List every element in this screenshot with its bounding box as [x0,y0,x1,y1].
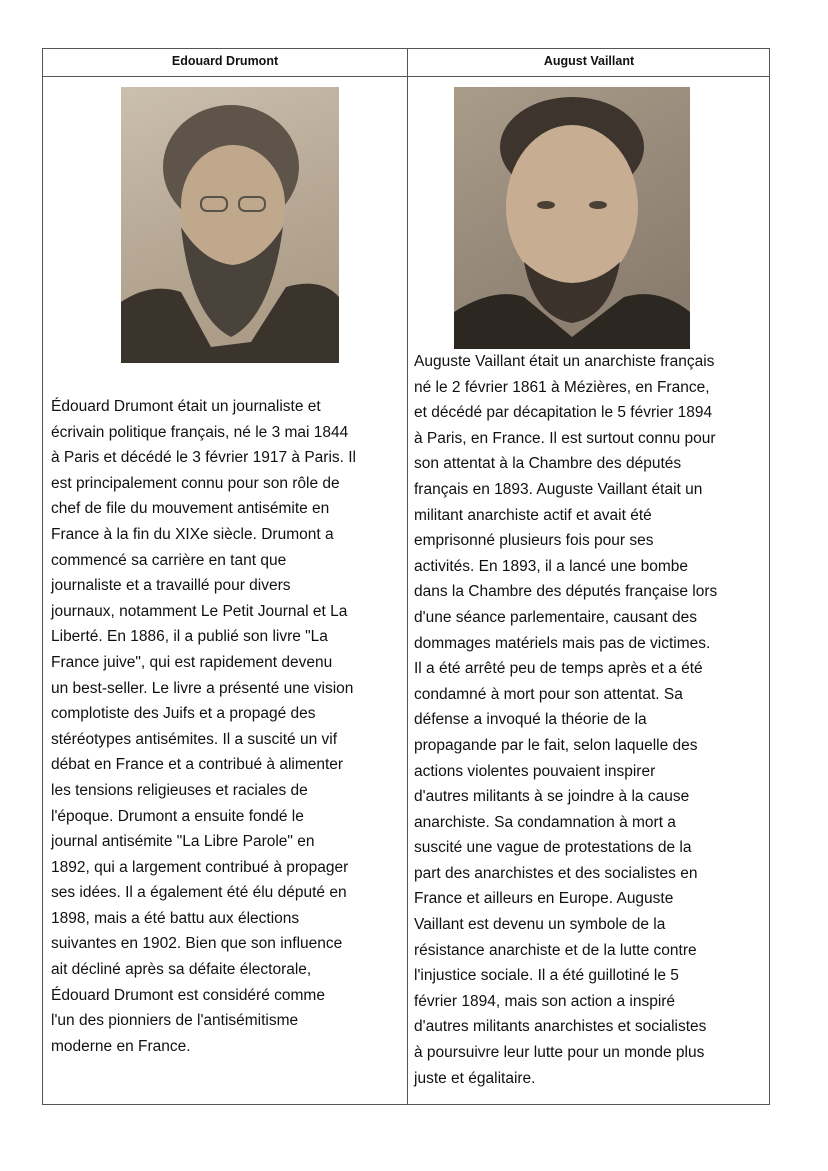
bio-line: actions violentes pouvaient inspirer [414,762,656,780]
bio-line: Édouard Drumont était un journaliste et [51,398,321,415]
bio-line: février 1894, mais son action a inspiré [414,992,676,1010]
bio-line: d'une séance parlementaire, causant des [414,608,698,626]
bio-line: dommages matériels mais pas de victimes. [414,634,711,652]
column-heading: Edouard Drumont [171,54,279,68]
bio-line: Liberté. En 1886, il a publié son livre "La [51,628,328,646]
bio-line: France et ailleurs en Europe. Auguste [414,890,674,908]
bio-line: son attentat à la Chambre des députés [414,455,682,473]
bio-line: 1898, mais a été battu aux élections [51,909,300,927]
bio-line: journaux, notamment Le Petit Journal et La [51,602,348,620]
comparison-table [42,48,770,1105]
bio-line: journaliste et a travaillé pour divers [51,577,291,595]
bio-line: suscité une vague de protestations de la [414,839,692,857]
vaillant-biography [414,349,717,1091]
bio-line: à poursuivre leur lutte pour un monde plus [414,1044,705,1062]
bio-line: stéréotypes antisémites. Il a suscité un vif [51,730,338,748]
column-drumont [43,49,407,1104]
bio-line: résistance anarchiste et de la lutte contre [414,941,697,959]
bio-line: d'autres militants anarchistes et socialistes [414,1018,707,1036]
bio-line: moderne en France. [51,1037,191,1055]
bio-line: 1892, qui a largement contribué à propager [51,858,349,876]
bio-line: militant anarchiste actif et avait été [414,506,652,524]
column-heading: August Vaillant [543,54,635,68]
portrait-illustration [121,87,339,363]
bio-line: les tensions religieuses et raciales de [51,781,308,799]
bio-line: journal antisémite "La Libre Parole" en [51,833,315,851]
bio-line: Vaillant est devenu un symbole de la [414,916,666,934]
bio-line: France juive", qui est rapidement devenu [51,653,333,671]
drumont-biography [51,394,356,1059]
bio-line: Auguste Vaillant était un anarchiste français [414,353,715,370]
bio-line: l'un des pionniers de l'antisémitisme [51,1012,299,1030]
bio-line: est principalement connu pour son rôle de [51,474,340,492]
bio-line: d'autres militants à se joindre à la cause [414,788,690,806]
bio-line: à Paris et décédé le 3 février 1917 à Paris. Il [51,449,356,467]
bio-line: juste et égalitaire. [414,1069,536,1087]
bio-line: français en 1893. Auguste Vaillant était un [414,480,703,498]
bio-line: Édouard Drumont est considéré comme [51,986,325,1004]
vaillant-portrait [454,87,690,349]
bio-line: ses idées. Il a également été élu député en [51,884,347,902]
bio-line: écrivain politique français, né le 3 mai 1844 [51,423,349,441]
bio-line: anarchiste. Sa condamnation à mort a [414,813,676,831]
bio-line: l'époque. Drumont a ensuite fondé le [51,807,304,825]
drumont-portrait [121,87,339,363]
column-vaillant [408,49,770,1104]
bio-line: emprisonné plusieurs fois pour ses [414,532,654,550]
bio-line: un best-seller. Le livre a présenté une vision [51,679,354,697]
bio-line: Il a été arrêté peu de temps après et a été [414,660,703,678]
bio-line: complotiste des Juifs et a propagé des [51,705,316,723]
bio-line: dans la Chambre des députés française lors [414,583,718,601]
bio-line: propagande par le fait, selon laquelle des [414,736,698,754]
bio-line: chef de file du mouvement antisémite en [51,500,330,518]
bio-line: commencé sa carrière en tant que [51,551,287,569]
bio-line: né le 2 février 1861 à Mézières, en France, [414,378,710,396]
bio-line: et décédé par décapitation le 5 février 1894 [414,404,713,422]
bio-line: débat en France et a contribué à alimenter [51,756,344,774]
bio-line: suivantes en 1902. Bien que son influence [51,935,343,953]
bio-line: condamné à mort pour son attentat. Sa [414,685,683,703]
bio-line: l'injustice sociale. Il a été guillotiné le 5 [414,967,679,985]
bio-line: à Paris, en France. Il est surtout connu pour [414,429,716,447]
bio-line: part des anarchistes et des socialistes en [414,864,698,882]
bio-line: France à la fin du XIXe siècle. Drumont a [51,525,334,543]
bio-line: défense a invoqué la théorie de la [414,711,647,729]
portrait-illustration [454,87,690,349]
bio-line: ait décliné après sa défaite électorale, [51,961,312,979]
bio-line: activités. En 1893, il a lancé une bombe [414,557,689,575]
